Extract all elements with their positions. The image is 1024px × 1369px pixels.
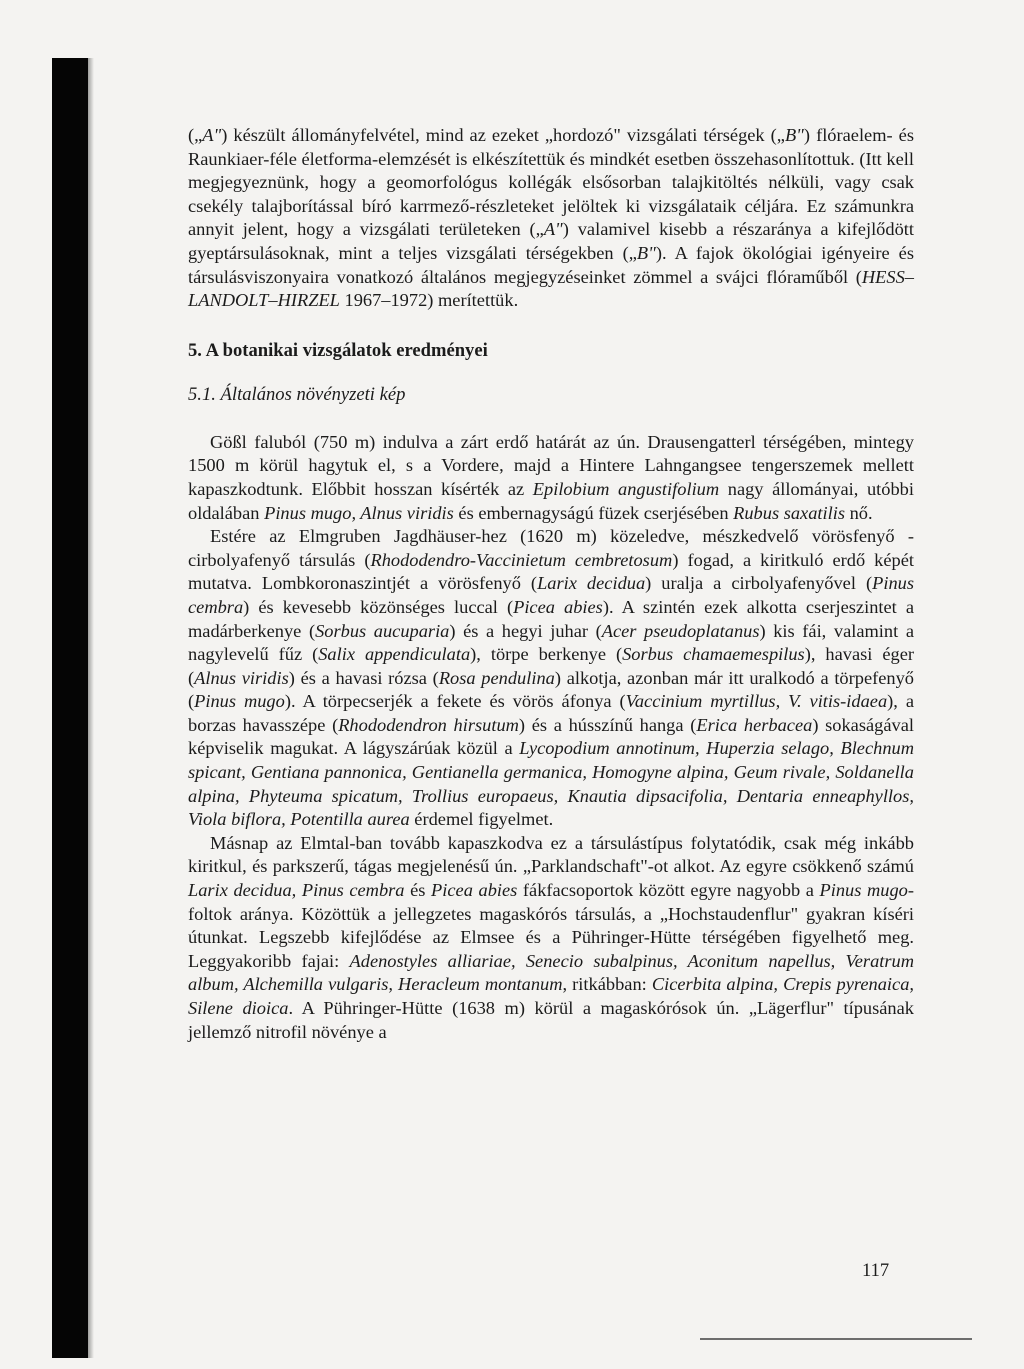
- text-run: ) sokaságával képviselik magukat. A lágyszárúak közül a: [188, 714, 914, 759]
- italic-text: Larix decidua, Pinus cembra: [188, 880, 405, 901]
- section-heading: 5. A botanikai vizsgálatok eredményei: [188, 339, 488, 361]
- italic-text: Larix decidua: [537, 573, 646, 594]
- paragraph-parkland: [188, 832, 914, 1044]
- italic-text: Rosa pendulina: [438, 667, 555, 688]
- text-run: Másnap az Elmtal-ban tovább kapaszkodva ez a társulástípus folytatódik, csak még inkább kiritkul, és parkszerű, tágas megjelenésű ún. „Parklandschaft"-ot alkot. Az egyre csökkenő számú: [188, 832, 914, 877]
- text-run: ) fogad, a kiritkuló erdő képét mutatva. Lombkoronaszintjét a vörösfenyő (: [188, 549, 915, 594]
- text-run: ) flóraelem- és Raunkiaer-féle életforma-elemzését is elkészítettük és mindkét esetben összehasonlítottuk. (Itt kell megjegyeznünk, hogy a geomorfológus kollégák elsősorban talajkitöltés nélküli, vagy csak csekély talajborítással bíró karrmező-részleteket jelöltek ki vizsgálataik céljára. Ez számunkra annyit jelent, hogy a vizsgálati területeken („: [188, 125, 914, 240]
- text-run: és: [404, 880, 432, 901]
- paragraph-route: [188, 431, 914, 525]
- text-run: ) alkotja, azonban már itt uralkodó a törpefenyő (: [188, 667, 914, 712]
- text-run: ). A fajok ökológiai igényeire és társulásviszonyaira vonatkozó általános megjegyzéseinket zömmel a svájci flóraműből (: [188, 242, 914, 287]
- italic-text: Cicerbita alpina, Crepis pyrenaica, Silene dioica: [188, 974, 914, 1018]
- text-run: Estére az Elmgruben Jagdhäuser-hez (1620 m) közeledve, mészkedvelő vörösfenyő - cirbolyafenyő társulás (: [188, 526, 914, 570]
- text-run: , ritkábban:: [562, 974, 652, 995]
- scan-edge-shadow: [52, 58, 88, 1358]
- text-run: ). A törpecserjék a fekete és vörös áfonya (: [284, 691, 626, 712]
- text-run: nagy állományai, utóbbi oldalában: [188, 478, 914, 523]
- italic-text: Alnus viridis: [194, 667, 289, 688]
- text-run: ) készült állományfelvétel, mind az ezeket „hordozó" vizsgálati térségek („: [221, 125, 785, 145]
- text-run: ), a borzas havasszépe (: [188, 691, 914, 735]
- text-run: Gößl faluból (750 m) indulva a zárt erdő határát az ún. Drausengatterl térségében, mintegy 1500 m körül hagytuk el, s a Vordere, majd a Hintere Lahngangsee tengerszemek mellett kapaszkodtunk. Előbbit hosszan kísérték az: [188, 431, 914, 499]
- text-run: ) és a hegyi juhar (: [449, 620, 602, 641]
- italic-text: Pinus mugo: [819, 880, 908, 901]
- italic-text: Vaccinium myrtillus, V. vitis-idaea: [625, 691, 888, 712]
- italic-text: Pinus mugo: [194, 691, 285, 712]
- text-run: ), havasi éger (: [188, 644, 914, 688]
- italic-text: Adenostyles alliariae, Senecio subalpinus, Aconitum napellus, Veratrum album, Alchemilla vulgaris, Heracleum montanum: [188, 950, 915, 995]
- italic-text: Rubus saxatilis: [733, 502, 846, 523]
- italic-text: B": [636, 242, 656, 263]
- intro-paragraph: [188, 124, 914, 313]
- page-number: 117: [862, 1261, 890, 1281]
- italic-text: HESS–LANDOLT–HIRZEL: [188, 266, 914, 311]
- text-run: 1967–1972) merítettük.: [339, 290, 519, 311]
- subsection-heading: 5.1. Általános növényzeti kép: [188, 383, 406, 405]
- text-run: ) és a hússzínű hanga (: [518, 714, 697, 735]
- italic-text: Lycopodium annotinum, Huperzia selago, Blechnum spicant, Gentiana pannonica, Gentianella germanica, Homogyne alpina, Geum rivale, Soldanella alpina, Phyteuma spicatum, Trollius europaeus, Knautia dipsacifolia, Dentaria enneaphyllos, Viola biflora, Potentilla aurea: [188, 738, 914, 830]
- italic-text: A": [543, 219, 563, 240]
- text-run: ) uralja a cirbolyafenyővel (: [645, 573, 873, 594]
- text-run: ). A szintén ezek alkotta cserjeszintet a madárberkenye (: [188, 596, 914, 641]
- document-page: [188, 124, 914, 1044]
- footer-rule: [700, 1338, 972, 1340]
- text-run: -foltok aránya. Közöttük a jellegzetes magaskórós társulás, a „Hochstaudenflur" gyakran kíséri útunkat. Legszebb kifejlődése az Elmsee és a Pühringer-Hütte térségében figyelhető meg. Leggyakoribb fajai:: [188, 880, 914, 971]
- italic-text: Picea abies: [513, 596, 603, 617]
- italic-text: Acer pseudoplatanus: [601, 620, 760, 641]
- italic-text: Epilobium angustifolium: [532, 478, 720, 499]
- text-run: ) valamivel kisebb a részaránya a kifejlődött gyeptársulásoknak, mint a teljes vizsgálati térségekben („: [188, 219, 914, 263]
- italic-text: Salix appendiculata: [318, 644, 471, 665]
- text-run: és embernagyságú füzek cserjésében: [453, 502, 734, 523]
- text-run: („: [188, 125, 203, 145]
- italic-text: Picea abies: [431, 880, 518, 901]
- italic-text: Pinus cembra: [188, 573, 915, 617]
- italic-text: Sorbus chamaemespilus: [622, 644, 805, 665]
- section-body: [188, 431, 914, 1044]
- text-run: ) és kevesebb közönséges luccal (: [243, 596, 514, 617]
- italic-text: Sorbus aucuparia: [315, 620, 450, 641]
- text-run: ) kis fái, valamint a nagylevelű fűz (: [188, 620, 914, 665]
- text-run: nő.: [845, 502, 873, 523]
- italic-text: A": [202, 125, 222, 145]
- text-run: . A Pühringer-Hütte (1638 m) körül a magaskórósok ún. „Lägerflur" típusának jellemző nitrofil növénye a: [188, 998, 914, 1042]
- italic-text: Erica herbacea: [696, 714, 813, 735]
- text-run: fákfacsoportok között egyre nagyobb a: [517, 880, 820, 901]
- italic-text: Rhododendro-Vaccinietum cembretosum: [370, 549, 673, 570]
- italic-text: Rhododendron hirsutum: [338, 714, 519, 735]
- text-run: ), törpe berkenye (: [470, 644, 623, 665]
- paragraph-forest: [188, 525, 914, 832]
- italic-text: B": [784, 125, 804, 145]
- text-run: ) és a havasi rózsa (: [288, 667, 439, 688]
- text-run: érdemel figyelmet.: [409, 809, 554, 830]
- italic-text: Pinus mugo, Alnus viridis: [264, 502, 454, 523]
